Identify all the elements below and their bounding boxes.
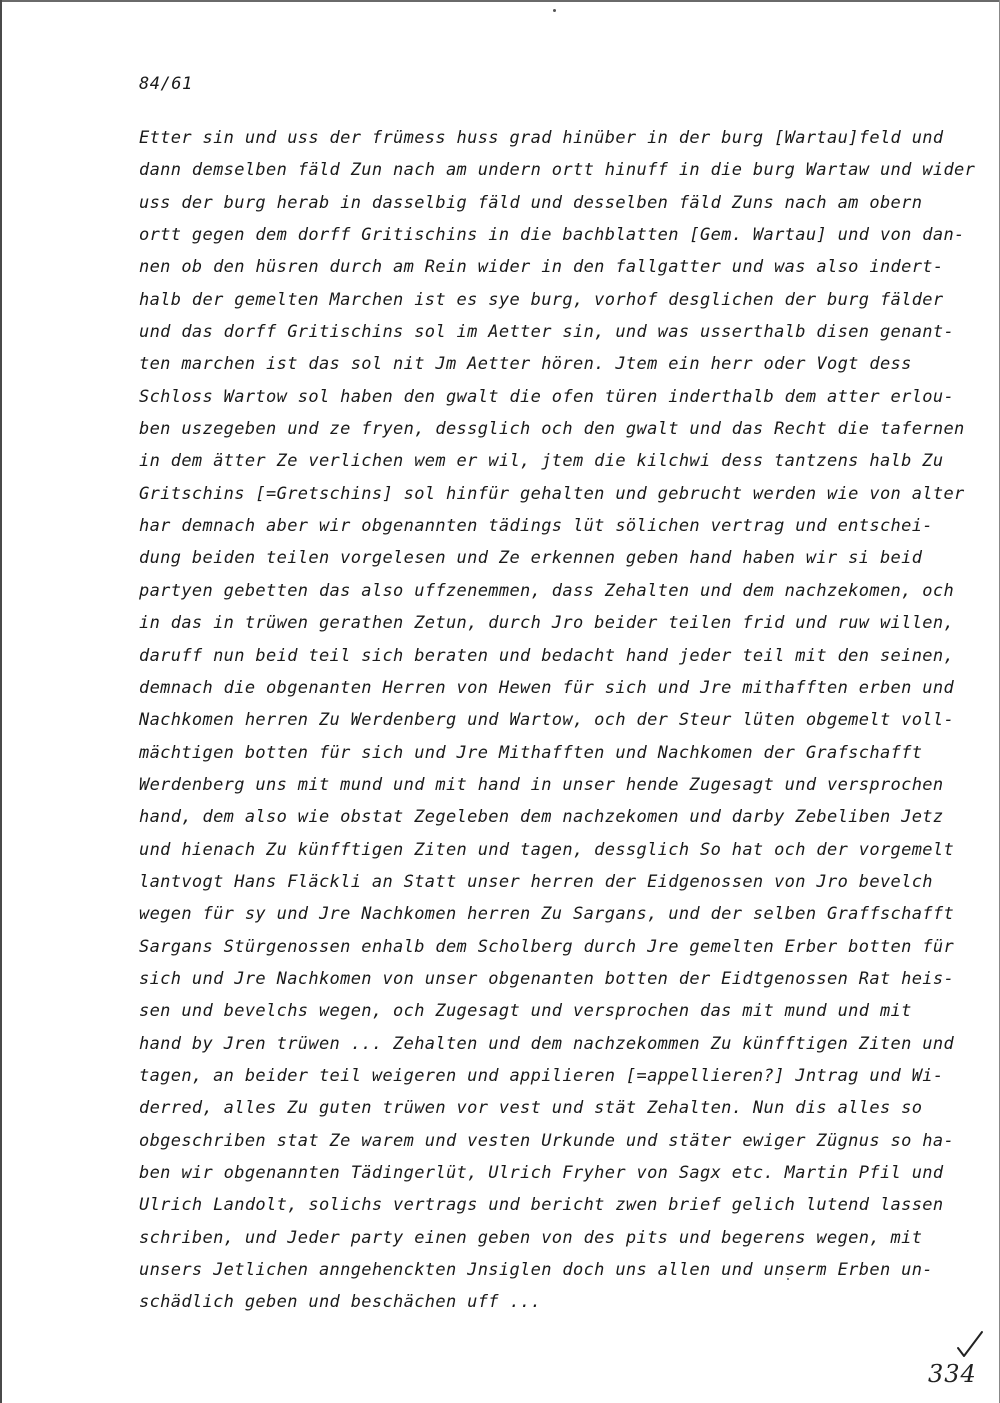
text-line: ten marchen ist das sol nit Jm Aetter hören. Jtem ein herr oder Vogt dess (139, 354, 912, 375)
page-number: 84/61 (139, 74, 193, 94)
text-line: har demnach aber wir obgenannten tädings lüt sölichen vertrag und entschei- (139, 516, 933, 537)
text-line: demnach die obgenanten Herren von Hewen für sich und Jre mithafften erben und (139, 677, 955, 698)
text-line: mächtigen botten für sich und Jre Mithafften und Nachkomen der Grafschafft (139, 742, 923, 763)
text-line: dung beiden teilen vorgelesen und Ze erkennen geben hand haben wir si beid (139, 548, 923, 569)
text-line: Etter sin und uss der frümess huss grad hinüber in der burg [Wartau]feld und (139, 128, 944, 148)
text-line: daruff nun beid teil sich beraten und bedacht hand jeder teil mit den seinen, (139, 645, 955, 666)
text-line: halb der gemelten Marchen ist es sye burg, vorhof desglichen der burg fälder (139, 289, 944, 310)
scan-speck (553, 9, 556, 12)
text-line: schriben, und Jeder party einen geben von des pits und begerens wegen, mit (139, 1227, 923, 1248)
archive-number: 334 (928, 1360, 977, 1388)
text-line: ben wir obgenannten Tädingerlüt, Ulrich Fryher von Sagx etc. Martin Pfil und (139, 1163, 944, 1183)
text-line: Sargans Stürgenossen enhalb dem Scholberg durch Jre gemelten Erber botten für (139, 936, 955, 957)
text-line: sich und Jre Nachkomen von unser obgenanten botten der Eidtgenossen Rat heis- (139, 968, 955, 989)
text-line: dann demselben fäld Zun nach am undern ortt hinuff in die burg Wartaw und wider (139, 160, 976, 181)
scan-edge-top (0, 0, 1000, 2)
text-line: und das dorff Gritischins sol im Aetter sin, und was usserthalb disen genant- (139, 322, 955, 343)
text-line: in dem ätter Ze verlichen wem er wil, jtem die kilchwi dess tantzens halb Zu (139, 451, 944, 472)
text-line: derred, alles Zu guten trüwen vor vest und stät Zehalten. Nun dis alles so (139, 1098, 923, 1119)
text-line: in das in trüwen gerathen Zetun, durch Jro beider teilen frid und ruw willen, (139, 613, 955, 634)
text-line: Werdenberg uns mit mund und mit hand in unser hende Zugesagt und versprochen (139, 774, 944, 795)
text-line: partyen gebetten das also uffzenemmen, dass Zehalten und dem nachzekomen, och (139, 580, 955, 601)
text-line: unsers Jetlichen anngehenckten Jnsiglen doch uns allen und unserm Erben un- (139, 1260, 933, 1281)
text-line: obgeschriben stat Ze warem und vesten Urkunde und stäter ewiger Zügnus so ha- (139, 1130, 955, 1151)
text-line: hand, dem also wie obstat Zegeleben dem nachzekomen und darby Zebeliben Jetz (139, 807, 944, 828)
text-line: hand by Jren trüwen ... Zehalten und dem nachzekommen Zu künfftigen Ziten und (139, 1033, 955, 1054)
scan-edge-left (0, 0, 2, 1403)
text-line: ortt gegen dem dorff Gritischins in die bachblatten [Gem. Wartau] und von dan- (139, 225, 965, 246)
text-line: schädlich geben und beschächen uff ... (139, 1292, 542, 1313)
text-line: Schloss Wartow sol haben den gwalt die ofen türen inderthalb dem atter erlou- (139, 386, 955, 407)
document-body (139, 122, 976, 1319)
text-line: ben uszegeben und ze fryen, dessglich och den gwalt und das Recht die tafernen (139, 419, 965, 440)
text-line: nen ob den hüsren durch am Rein wider in den fallgatter und was also indert- (139, 257, 944, 278)
text-line: tagen, an beider teil weigeren und appilieren [=appellieren?] Jntrag und Wi- (139, 1065, 944, 1086)
text-line: lantvogt Hans Fläckli an Statt unser herren der Eidgenossen von Jro bevelch (139, 871, 933, 892)
text-line: wegen für sy und Jre Nachkomen herren Zu Sargans, und der selben Graffschafft (139, 904, 955, 925)
text-line: Gritschins [=Gretschins] sol hinfür gehalten und gebrucht werden wie von alter (139, 483, 965, 504)
text-line: und hienach Zu künfftigen Ziten und tagen, dessglich So hat och der vorgemelt (139, 839, 955, 860)
text-line: Ulrich Landolt, solichs vertrags und bericht zwen brief gelich lutend lassen (139, 1195, 944, 1216)
text-line: sen und bevelchs wegen, och Zugesagt und versprochen das mit mund und mit (139, 1001, 912, 1022)
text-line: Nachkomen herren Zu Werdenberg und Wartow, och der Steur lüten obgemelt voll- (139, 710, 955, 731)
text-line: uss der burg herab in dasselbig fäld und desselben fäld Zuns nach am obern (139, 192, 923, 213)
